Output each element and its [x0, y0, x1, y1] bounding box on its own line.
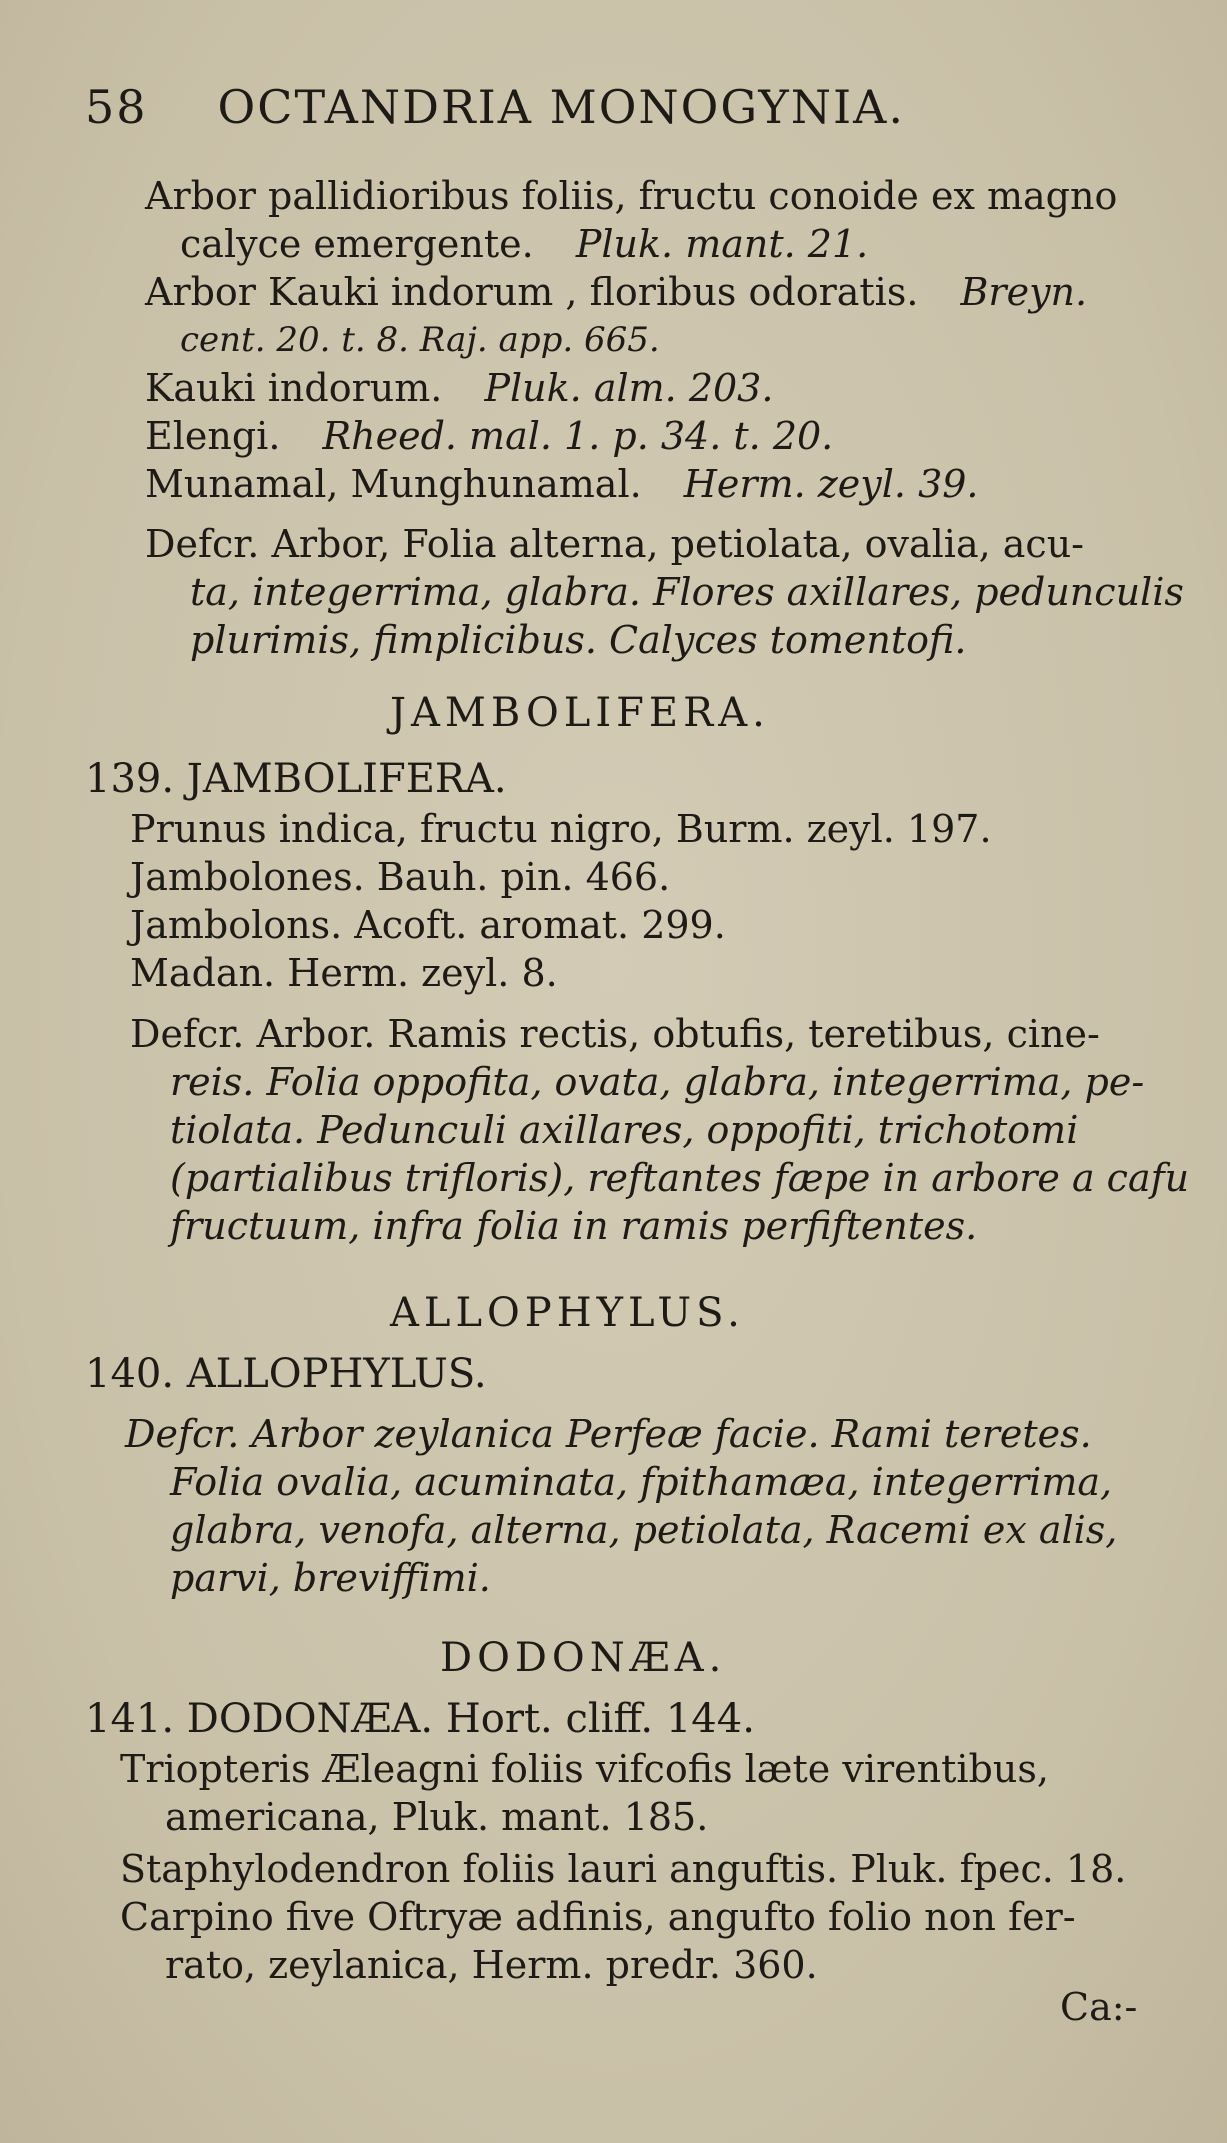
reference-line: rato, zeylanica, Herm. predr. 360.: [165, 1943, 818, 1987]
genus-number-line: 141. DODONÆA. Hort. cliff. 144.: [85, 1696, 755, 1742]
catchword: Ca:-: [1060, 1985, 1138, 2029]
entry-line: [145, 364, 773, 412]
entry-line: [145, 412, 833, 460]
description-line: Defcr. Arbor zeylanica Perfeæ facie. Rami teretes.: [125, 1412, 1092, 1456]
entry-reference: Rheed. mal. 1. p. 34. t. 20.: [322, 414, 834, 458]
reference-line: Madan. Herm. zeyl. 8.: [130, 951, 558, 995]
genus-heading-jambolifera: JAMBOLIFERA.: [390, 690, 770, 736]
entry-reference: cent. 20. t. 8. Raj. app. 665.: [180, 320, 660, 360]
genus-number-line: 139. JAMBOLIFERA.: [85, 756, 507, 802]
description-line: fructuum, infra folia in ramis perfiftentes.: [170, 1204, 978, 1248]
entry-reference: Herm. zeyl. 39.: [683, 462, 979, 506]
description-line: Folia ovalia, acuminata, fpithamæa, integerrima,: [170, 1460, 1113, 1504]
genus-number-line: 140. ALLOPHYLUS.: [85, 1351, 487, 1397]
description-line: (partialibus trifloris), reftantes fæpe in arbore a cafu: [170, 1156, 1190, 1200]
description-line: reis. Folia oppofita, ovata, glabra, integerrima, pe-: [170, 1060, 1145, 1104]
entry-text: Kauki indorum.: [145, 366, 443, 410]
reference-line: Carpino five Oftryæ adfinis, angufto folio non fer-: [120, 1895, 1076, 1939]
reference-line: Jambolones. Bauh. pin. 466.: [130, 855, 671, 899]
entry-line: [180, 220, 868, 268]
entry-line: Arbor pallidioribus foliis, fructu conoide ex magno: [145, 174, 1118, 218]
page-number: 58: [85, 80, 148, 134]
entry-reference: Pluk. alm. 203.: [484, 366, 774, 410]
entry-reference: Pluk. mant. 21.: [575, 222, 869, 266]
reference-line: Triopteris Æleagni foliis vifcofis læte virentibus,: [120, 1747, 1049, 1791]
description-line: Defcr. Arbor. Ramis rectis, obtufis, teretibus, cine-: [130, 1012, 1100, 1056]
reference-line: Jambolons. Acoft. aromat. 299.: [130, 903, 726, 947]
entry-text: Munamal, Munghunamal.: [145, 462, 642, 506]
reference-line: Staphylodendron foliis lauri anguftis. Pluk. fpec. 18.: [120, 1847, 1127, 1891]
description-line: tiolata. Pedunculi axillares, oppofiti, trichotomi: [170, 1108, 1079, 1152]
description-line: ta, integerrima, glabra. Flores axillares, pedunculis: [190, 570, 1184, 614]
running-title: OCTANDRIA MONOGYNIA.: [217, 80, 905, 134]
entry-line: [145, 460, 979, 508]
entry-text: Arbor Kauki indorum , floribus odoratis.: [145, 270, 919, 314]
reference-line: americana, Pluk. mant. 185.: [165, 1795, 709, 1839]
entry-line: [145, 268, 1087, 316]
entry-reference: Breyn.: [960, 270, 1088, 314]
description-line: parvi, breviffimi.: [170, 1556, 491, 1600]
description-line: Defcr. Arbor, Folia alterna, petiolata, ovalia, acu-: [145, 522, 1085, 566]
genus-heading-allophylus: ALLOPHYLUS.: [390, 1290, 745, 1336]
genus-heading-dodonaea: DODONÆA.: [440, 1635, 727, 1681]
entry-text: calyce emergente.: [180, 222, 534, 266]
description-line: glabra, venofa, alterna, petiolata, Racemi ex alis,: [170, 1508, 1118, 1552]
description-line: plurimis, fimplicibus. Calyces tomentofi.: [190, 618, 967, 662]
reference-line: Prunus indica, fructu nigro, Burm. zeyl. 197.: [130, 807, 992, 851]
page-header: [85, 80, 905, 134]
entry-text: Elengi.: [145, 414, 281, 458]
